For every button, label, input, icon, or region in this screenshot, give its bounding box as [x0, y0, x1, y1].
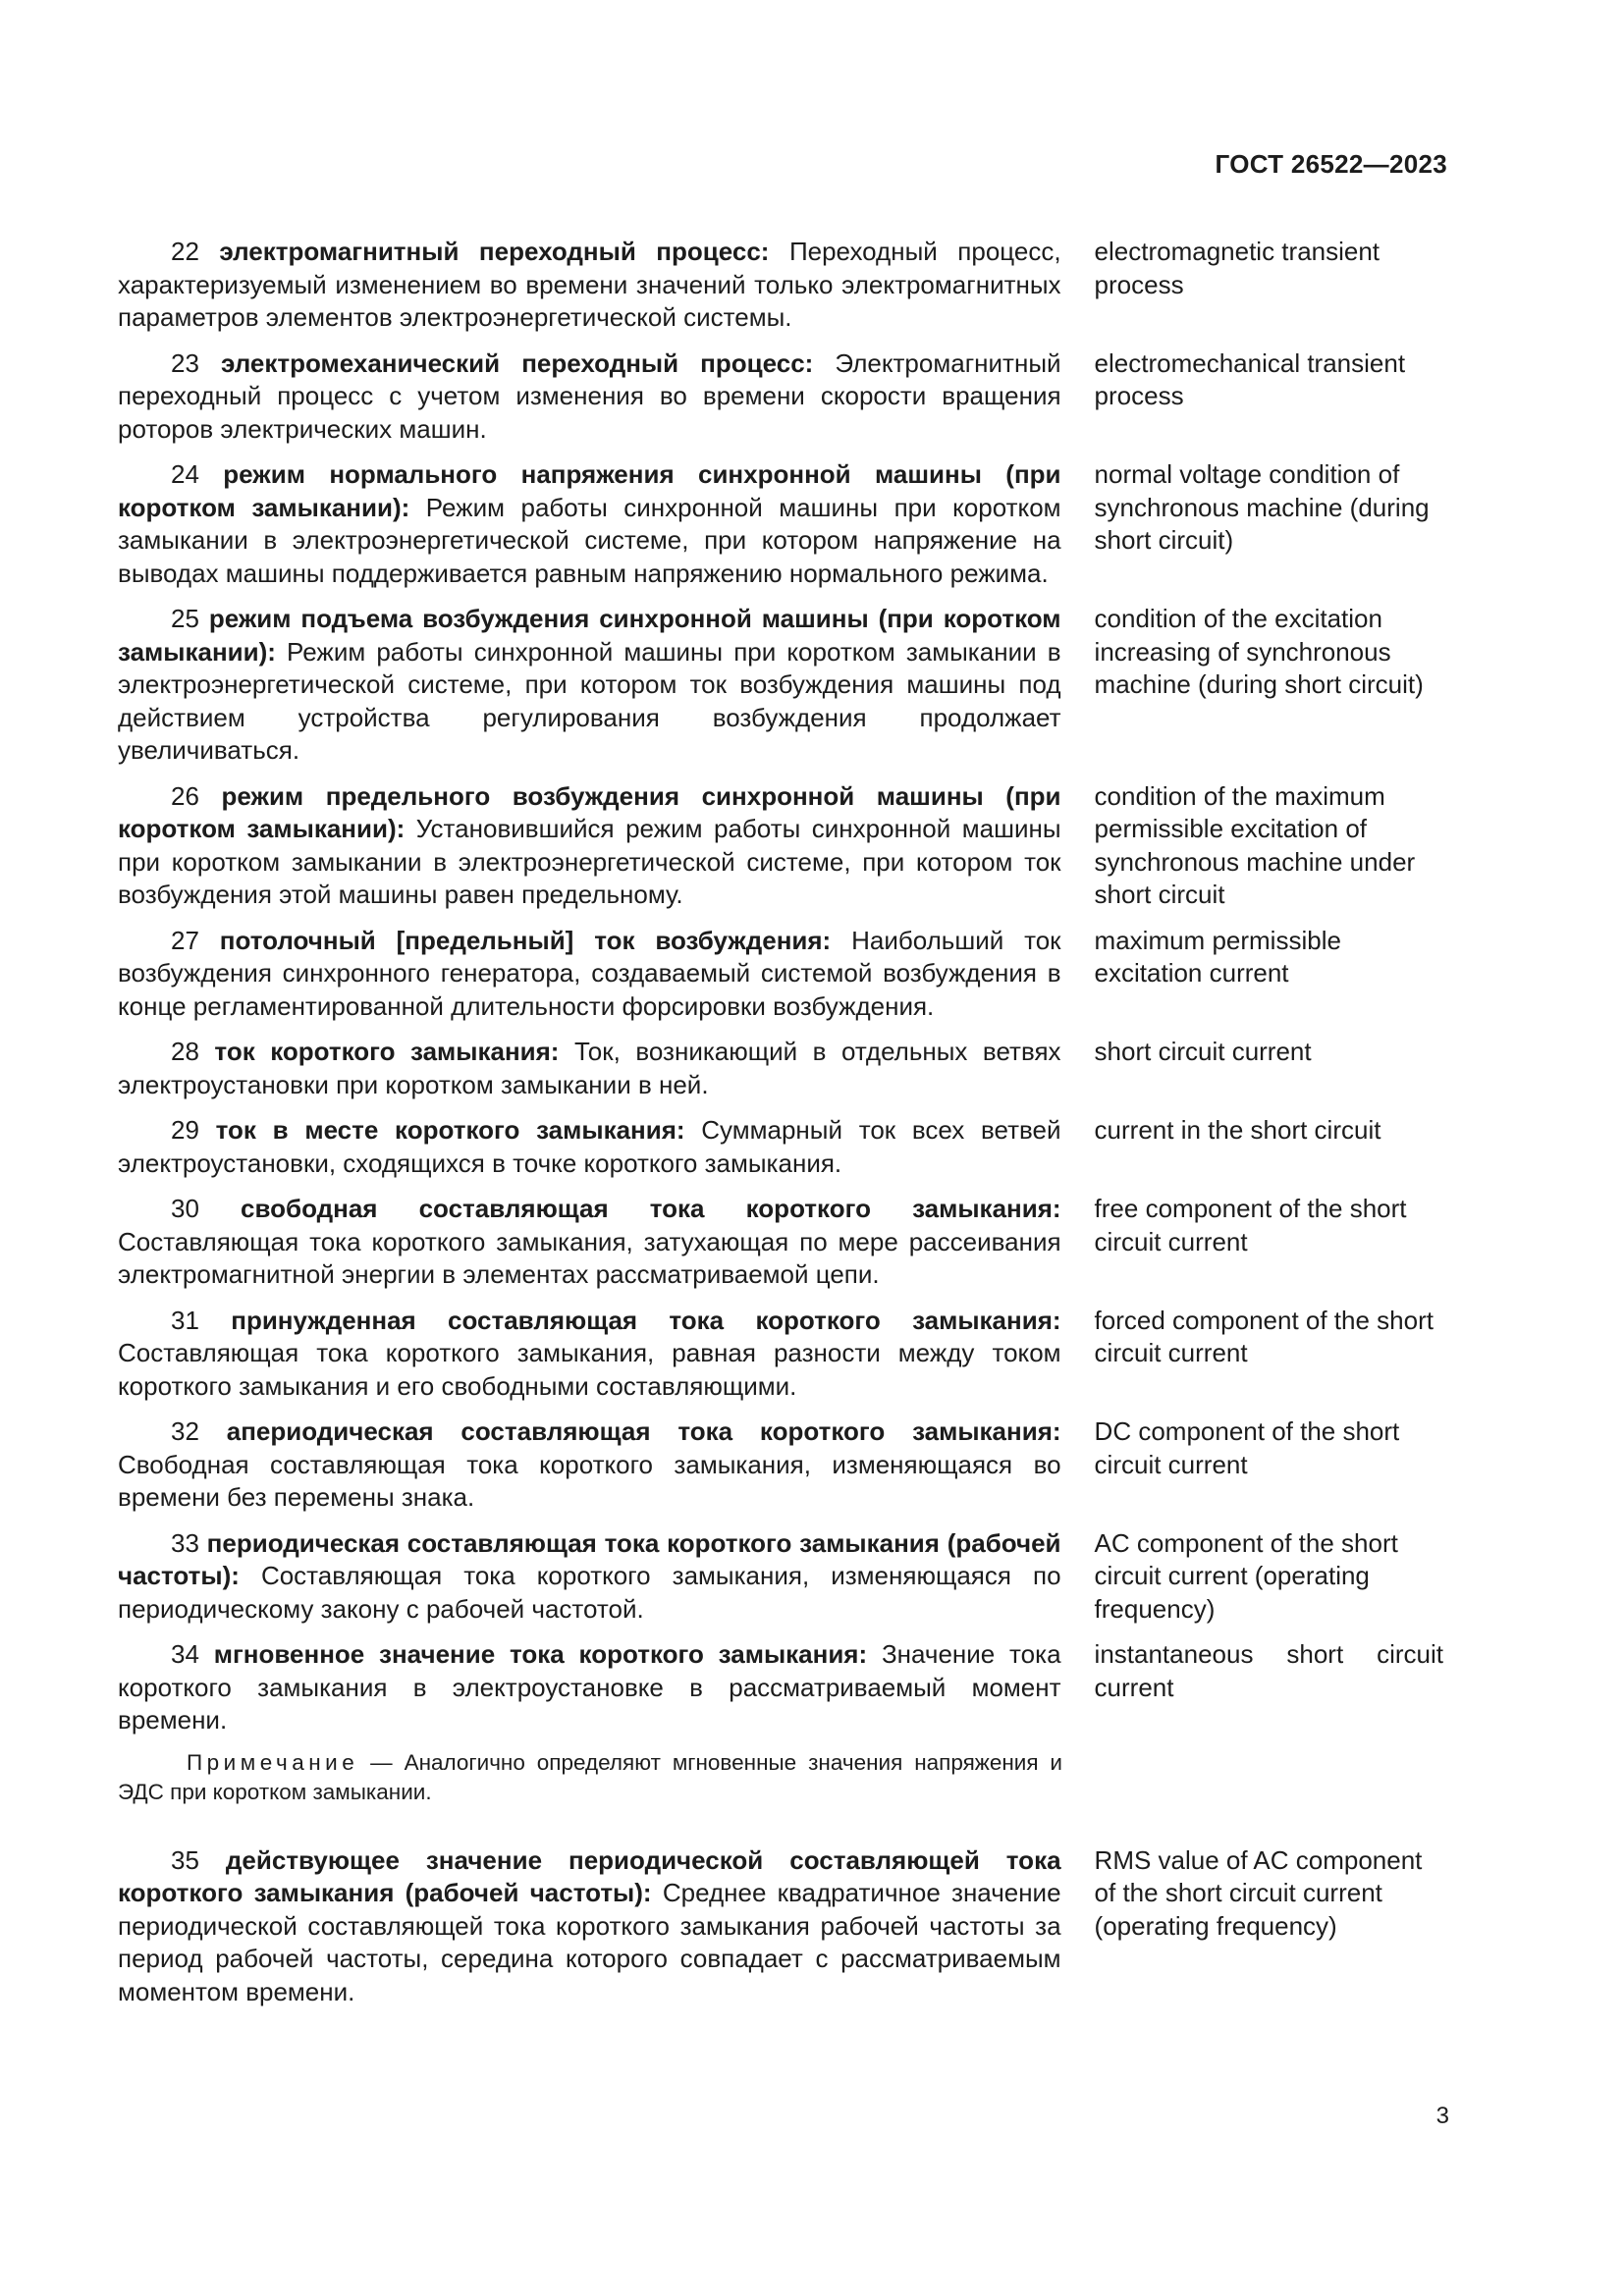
term-number: 31 [171, 1305, 199, 1335]
term-english: electromagnetic transient process [1094, 237, 1380, 299]
term-entry [118, 780, 1443, 912]
term-title: режим подъема возбуждения синхронной машины (при коротком замыкании): [118, 604, 1061, 667]
term-english: normal voltage condition of synchronous machine (during short circuit) [1094, 459, 1430, 555]
term-definition-ru [118, 1193, 1061, 1292]
term-entry [118, 603, 1443, 768]
term-number: 24 [171, 459, 199, 489]
page-number: 3 [1435, 2103, 1449, 2129]
term-entry [118, 1638, 1443, 1737]
term-title: ток в месте короткого замыкания: [215, 1115, 685, 1145]
term-english: free component of the short circuit current [1094, 1194, 1407, 1256]
term-definition-text: Составляющая тока короткого замыкания, затухающая по мере рассеивания электромагнитной энергии в элементах рассматриваемой цепи. [118, 1226, 1061, 1289]
term-title: режим нормального напряжения синхронной машины (при коротком замыкании): [118, 459, 1061, 522]
term-title: электромагнитный переходный процесс: [219, 237, 770, 266]
note-text: — Аналогично определяют мгновенные значения напряжения и ЭДС при коротком замыкании. [118, 1749, 1062, 1804]
term-definition-text: Установившийся режим работы синхронной машины при коротком замыкании в электроэнергетической системе, при котором ток возбуждения этой машины равен предельному. [118, 814, 1061, 909]
term-entry [118, 1527, 1443, 1627]
term-definition-text: Свободная составляющая тока короткого замыкания, изменяющаяся во времени без перемены знака. [118, 1449, 1061, 1512]
term-english: RMS value of AC component of the short circuit current (operating frequency) [1094, 1844, 1423, 1941]
terms-list [118, 236, 1443, 2021]
term-entry [118, 236, 1443, 335]
term-number: 22 [171, 237, 199, 266]
term-english: instantaneous short circuit current [1094, 1639, 1443, 1702]
term-number: 35 [171, 1844, 199, 1875]
term-english: condition of the maximum permissible excitation of synchronous machine under short circuit [1094, 780, 1416, 909]
term-english: short circuit current [1094, 1037, 1312, 1066]
term-number: 25 [171, 604, 199, 633]
term-english: condition of the excitation increasing of synchronous machine (during short circuit) [1094, 604, 1424, 699]
term-entry [118, 1415, 1443, 1515]
term-number: 27 [171, 925, 199, 955]
term-definition-text: Режим работы синхронной машины при коротком замыкании в электроэнергетической системе, при котором ток возбуждения машины под действием устройства регулирования возбуждения продолжает увеличиваться. [118, 636, 1061, 765]
term-number: 26 [171, 780, 199, 811]
term-definition-ru [118, 1527, 1061, 1627]
term-title: действующее значение периодической составляющей тока короткого замыкания (рабочей частоты): [118, 1844, 1061, 1907]
term-definition-ru [118, 1305, 1061, 1404]
document-code: ГОСТ 26522—2023 [1215, 149, 1447, 179]
term-definition-ru [118, 458, 1061, 590]
term-definition-text: Суммарный ток всех ветвей электроустановки, сходящихся в точке короткого замыкания. [118, 1115, 1061, 1178]
term-title: ток короткого замыкания: [214, 1037, 560, 1066]
term-title: периодическая составляющая тока короткого замыкания (рабочей частоты): [118, 1527, 1061, 1590]
note-label: Примечание [187, 1749, 359, 1775]
note [118, 1748, 1062, 1807]
term-definition-ru [118, 347, 1061, 447]
term-entry [118, 458, 1443, 590]
term-definition-text: Составляющая тока короткого замыкания, изменяющаяся по периодическому закону с рабочей частотой. [118, 1561, 1061, 1624]
term-number: 32 [171, 1416, 199, 1446]
term-definition-text: Переходный процесс, характеризуемый изменением во времени значений только электромагнитных параметров элементов электроэнергетической системы. [118, 237, 1061, 332]
term-definition-ru [118, 236, 1061, 335]
term-title: принужденная составляющая тока короткого замыкания: [231, 1305, 1061, 1335]
term-english: maximum permissible excitation current [1094, 925, 1341, 988]
term-english: forced component of the short circuit current [1094, 1305, 1434, 1367]
term-number: 28 [171, 1037, 199, 1066]
term-definition-text: Составляющая тока короткого замыкания, равная разности между током короткого замыкания и его свободными составляющими. [118, 1338, 1061, 1401]
term-number: 34 [171, 1639, 199, 1669]
term-title: свободная составляющая тока короткого замыкания: [241, 1194, 1061, 1223]
term-title: потолочный [предельный] ток возбуждения: [219, 925, 832, 955]
term-entry [118, 1193, 1443, 1292]
term-entry [118, 1844, 1443, 2009]
term-title: электромеханический переходный процесс: [221, 347, 814, 378]
term-definition-text: Режим работы синхронной машины при коротком замыкании в электроэнергетической системе, при котором напряжение на выводах машины поддерживается равным напряжению нормального режима. [118, 492, 1061, 588]
term-definition-ru [118, 1036, 1061, 1101]
term-entry [118, 1305, 1443, 1404]
term-english: current in the short circuit [1094, 1115, 1381, 1145]
term-definition-text: Среднее квадратичное значение периодической составляющей тока короткого замыкания рабочей частоты за период рабочей частоты, середина которого совпадает с рассматриваемым моментом времени. [118, 1878, 1061, 2006]
term-number: 23 [171, 347, 199, 378]
term-definition-text: Значение тока короткого замыкания в электроустановке в рассматриваемый момент времени. [118, 1639, 1061, 1735]
term-title: режим предельного возбуждения синхронной машины (при коротком замыкании): [118, 780, 1061, 843]
term-definition-text: Наибольший ток возбуждения синхронного генератора, создаваемый системой возбуждения в конце регламентированной длительности форсировки возбуждения. [118, 925, 1061, 1021]
term-definition-ru [118, 1415, 1061, 1515]
term-definition-ru [118, 603, 1061, 768]
term-title: мгновенное значение тока короткого замыкания: [213, 1639, 868, 1669]
term-entry [118, 1114, 1443, 1180]
term-english: DC component of the short circuit current [1094, 1416, 1400, 1479]
term-definition-ru [118, 925, 1061, 1024]
term-english: AC component of the short circuit current (operating frequency) [1094, 1527, 1398, 1624]
term-definition-ru [118, 780, 1061, 912]
term-definition-ru [118, 1844, 1061, 2009]
term-definition-text: Электромагнитный переходный процесс с учетом изменения во времени скорости вращения роторов электрических машин. [118, 347, 1061, 444]
term-definition-ru [118, 1114, 1061, 1180]
term-definition-ru [118, 1638, 1061, 1737]
term-number: 29 [171, 1115, 199, 1145]
term-entry [118, 1036, 1443, 1101]
term-definition-text: Ток, возникающий в отдельных ветвях электроустановки при коротком замыкании в ней. [118, 1037, 1061, 1099]
term-english: electromechanical transient process [1094, 347, 1406, 410]
term-entry [118, 925, 1443, 1024]
term-title: апериодическая составляющая тока короткого замыкания: [226, 1416, 1061, 1446]
term-entry [118, 347, 1443, 447]
term-number: 33 [171, 1527, 199, 1558]
term-number: 30 [171, 1194, 199, 1223]
